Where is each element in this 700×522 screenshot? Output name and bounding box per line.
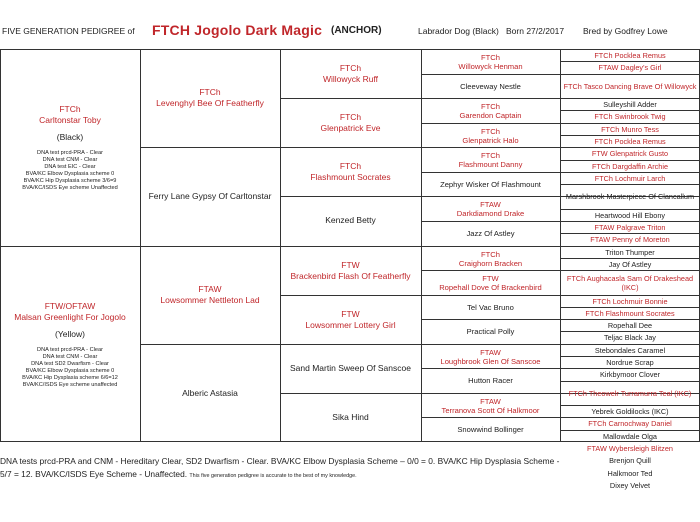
gen3-cell — [283, 246, 418, 295]
dam-title: FTW/OFTAW — [44, 300, 96, 311]
gen4-label: Cleeveway Nestle — [460, 82, 521, 91]
gen4-cell — [424, 393, 557, 418]
gen5-name: FTCh Tasco Dancing Brave Of Willowyck — [563, 82, 697, 91]
gen4-title: FTAW — [480, 199, 501, 209]
gen5-cell — [563, 233, 697, 245]
gen4-name — [459, 250, 522, 268]
gen3-title: FTW — [341, 259, 360, 270]
grandparent-cell — [143, 344, 277, 442]
grandparent-title: FTCh — [199, 87, 221, 97]
grandparent-cell — [143, 147, 277, 245]
dam-health-line: DNA test prcd-PRA - Clear — [37, 346, 103, 353]
gen5-name: Marshbrook Masterpiece Of Clancallum — [565, 192, 695, 201]
gen5-cell — [563, 246, 697, 258]
gen5-cell — [563, 160, 697, 172]
bred-by-label: Bred by Godfrey Lowe — [583, 26, 668, 36]
sire-health-line: BVA/KC Elbow Dysplasia scheme 0 — [25, 170, 115, 177]
gen4-title: FTAW — [480, 347, 501, 357]
gen4-name — [458, 53, 522, 71]
gen4-name — [459, 151, 523, 169]
sire-name — [39, 104, 101, 126]
grandparent-title: FTAW — [198, 284, 222, 294]
gen5-name: Ropehall Dee — [607, 320, 653, 330]
sire-label: Carltonstar Toby — [39, 114, 101, 125]
gen5-cell — [563, 61, 697, 73]
dam-health-line: DNA test CNM - Clear — [42, 353, 98, 360]
sire-health-line: DNA test prcd-PRA - Clear — [37, 149, 103, 156]
gen4-title: FTCh — [481, 150, 500, 160]
gen4-cell — [424, 319, 557, 344]
gen4-label: Loughbrook Glen Of Sanscoe — [440, 356, 541, 366]
gen4-label: Flashmount Danny — [458, 159, 523, 169]
gen5-name: Yebrek Goldilocks (IKC) — [591, 406, 669, 416]
gen4-label: Craighorn Bracken — [458, 258, 523, 268]
gen3-name — [325, 215, 376, 226]
gen3-cell — [283, 393, 418, 442]
gen5-name: FTCh Flashmount Socrates — [585, 308, 675, 318]
gen3-name — [321, 112, 381, 134]
gen5-cell — [563, 405, 697, 417]
grandparent-label: Ferry Lane Gypsy Of Carltonstar — [148, 190, 272, 201]
gen5-cell — [563, 356, 697, 368]
gen4-name — [440, 180, 541, 189]
gen4-name — [440, 348, 540, 366]
gen3-cell — [283, 196, 418, 245]
gen4-label: Zephyr Wisker Of Flashmount — [440, 180, 541, 189]
gen4-label: Jazz Of Astley — [466, 229, 515, 238]
gen4-cell — [424, 172, 557, 197]
gen4-label: Practical Polly — [466, 327, 515, 336]
gen5-name: FTCh Lochmuir Bonnie — [592, 296, 668, 306]
gen5-name: FTCh Munro Tess — [601, 124, 659, 134]
gen3-name — [290, 363, 411, 374]
gen4-cell — [424, 246, 557, 271]
gen5-name: Brenjon Quill — [609, 455, 651, 465]
gen4-label: Darkdiamond Drake — [456, 208, 525, 218]
gen4-cell — [424, 344, 557, 369]
gen5-cell — [563, 417, 697, 429]
gen5-name: Jay Of Astley — [608, 259, 652, 269]
gen4-cell — [424, 123, 557, 148]
gen5-cell — [563, 295, 697, 307]
header-prefix: FIVE GENERATION PEDIGREE of — [2, 26, 135, 36]
grandparent-label: Alberic Astasia — [182, 387, 238, 398]
gen5-name: FTW Glenpatrick Gusto — [591, 148, 669, 158]
gen5-cell — [563, 172, 697, 184]
dam-cell — [3, 248, 137, 441]
gen5-name: FTAW Palgrave Triton — [594, 222, 666, 232]
sire-color: (Black) — [56, 131, 84, 142]
health-footer — [0, 455, 700, 483]
gen4-cell — [424, 295, 557, 320]
gen3-cell — [283, 49, 418, 98]
gen5-cell — [563, 74, 697, 99]
accuracy-note: This five generation pedigree is accurate to the best of my knowledge. — [189, 473, 357, 479]
gen4-label: Garendon Captain — [459, 110, 522, 120]
dam-name — [14, 301, 126, 323]
gen4-title: FTCh — [481, 101, 500, 111]
gen4-cell — [424, 196, 557, 221]
grandparent-label: Levenghyl Bee Of Featherfly — [156, 98, 264, 108]
gen5-cell — [563, 344, 697, 356]
dam-health-line: BVA/KC Elbow Dysplasia scheme 0 — [25, 367, 115, 374]
gen3-name — [332, 412, 368, 423]
gen4-title: FTCh — [481, 52, 500, 62]
gen3-title: FTCh — [339, 160, 362, 171]
gen3-cell — [283, 344, 418, 393]
gen4-label: Hutton Racer — [468, 376, 513, 385]
dam-color: (Yellow) — [55, 328, 85, 339]
gen3-label: Glenpatrick Eve — [320, 122, 381, 133]
gen5-name: FTCh Swinbrook Twig — [594, 111, 666, 121]
gen5-name: Teljac Black Jay — [604, 332, 656, 342]
gen5-cell — [563, 442, 697, 454]
gen5-name: FTCh Carnochway Daniel — [588, 418, 672, 428]
gen3-label: Lowsommer Lottery Girl — [305, 319, 396, 330]
gen4-label: Glenpatrick Halo — [462, 135, 519, 145]
gen3-label: Sika Hind — [332, 412, 369, 422]
gen3-cell — [283, 295, 418, 344]
gen5-name: FTCh Dargdaffin Archie — [591, 161, 669, 171]
gen5-cell — [563, 307, 697, 319]
gen3-cell — [283, 147, 418, 196]
gen5-name: Mallowdale Olga — [603, 431, 657, 441]
sire-health-line: DNA test CNM - Clear — [42, 156, 98, 163]
sire-health-line: DNA test EIC - Clear — [44, 163, 96, 170]
dam-health-line: BVA/KC/ISDS Eye scheme unaffected — [22, 381, 118, 388]
grandparent-cell — [143, 49, 277, 147]
gen3-title: FTW — [341, 308, 360, 319]
gen4-label: Terranova Scott Of Halkmoor — [441, 405, 540, 415]
dam-health-line: DNA test SD2 Dwarfism - Clear — [31, 360, 109, 367]
gen4-cell — [424, 368, 557, 393]
gen4-cell — [424, 98, 557, 123]
gen5-cell — [563, 123, 697, 135]
footer-line-2-text: 5/7 = 12. BVA/KC/ISDS Eye Scheme - Unaffected. — [0, 469, 188, 479]
gen3-label: Sand Martin Sweep Of Sanscoe — [290, 363, 411, 373]
dam-label: Malsan Greenlight For Jogolo — [14, 311, 126, 322]
gen4-name — [439, 274, 542, 292]
grandparent-cell — [143, 246, 277, 344]
born-label: Born 27/2/2017 — [506, 26, 565, 36]
gen4-title: FTCh — [481, 249, 500, 259]
gen5-name: FTCh Pocklea Remus — [594, 50, 666, 60]
gen3-label: Willowyck Ruff — [322, 73, 379, 84]
gen5-cell — [563, 98, 697, 110]
gen4-cell — [424, 221, 557, 246]
gen5-name: Kirkbymoor Clover — [599, 369, 660, 379]
grandparent-label: Lowsommer Nettleton Lad — [160, 295, 260, 305]
gen5-name: FTAW Wybersleigh Blitzen — [587, 443, 673, 453]
gen4-cell — [424, 417, 557, 442]
gen3-label: Kenzed Betty — [325, 215, 376, 225]
grandparent-name — [156, 87, 264, 109]
gen4-label: Snowwind Bollinger — [457, 425, 524, 434]
footer-line-1: DNA tests prcd-PRA and CNM - Hereditary Clear, SD2 Dwarfism - Clear. BVA/KC Elbow Dysplasia Scheme – 0/0 = 0. BVA/KC Hip Dysplasia Scheme - — [0, 456, 560, 466]
gen5-cell — [563, 430, 697, 442]
gen4-label: Willowyck Henman — [458, 61, 523, 71]
gen4-cell — [424, 270, 557, 295]
grandparent-name — [160, 284, 259, 306]
gen4-label: Ropehall Dove Of Brackenbird — [439, 282, 542, 292]
gen3-label: Brackenbird Flash Of Featherfly — [290, 270, 411, 281]
gen4-name — [468, 376, 513, 385]
dog-name: FTCH Jogolo Dark Magic — [152, 22, 323, 38]
gen4-cell — [424, 74, 557, 99]
gen5-cell — [563, 270, 697, 295]
gen5-name: FTAW Dagley's Girl — [598, 62, 662, 72]
gen4-name — [457, 425, 523, 434]
footer-line-2 — [0, 468, 700, 483]
gen5-name: FTCh Theowelr Turramurra Teal (IKC) — [568, 389, 692, 398]
gen5-cell — [563, 381, 697, 406]
gen3-name — [323, 63, 378, 85]
gen4-name — [442, 397, 540, 415]
gen5-cell — [563, 221, 697, 233]
gen5-cell — [563, 319, 697, 331]
gen3-title: FTCh — [339, 62, 362, 73]
dam-health-line: BVA/KC Hip Dysplasia scheme 6/6=12 — [22, 374, 118, 381]
gen5-cell — [563, 368, 697, 380]
gen5-name: Triton Thumper — [605, 247, 655, 257]
sire-title: FTCh — [59, 103, 81, 114]
gen5-name: Halkmoor Ted — [607, 468, 653, 478]
gen4-name — [460, 82, 521, 91]
gen5-cell — [563, 49, 697, 61]
gen3-name — [291, 260, 411, 282]
sire-health-line: BVA/KC/ISDS Eye scheme Unaffected — [22, 184, 118, 191]
gen4-cell — [424, 147, 557, 172]
gen5-cell — [563, 147, 697, 159]
gen5-name: Dixey Velvet — [609, 480, 651, 490]
sire-cell — [3, 51, 137, 244]
gen3-label: Flashmount Socrates — [310, 171, 391, 182]
gen4-name — [457, 200, 525, 218]
gen5-name: FTCh Aughacasla Sam Of Drakeshead (IKC) — [566, 273, 694, 292]
gen5-cell — [563, 184, 697, 209]
grandparent-name — [149, 191, 272, 202]
breed-label: Labrador Dog (Black) — [418, 26, 499, 36]
gen5-name: Heartwood Hill Ebony — [594, 210, 666, 220]
gen4-cell — [424, 49, 557, 74]
gen5-name: FTAW Penny of Moreton — [590, 234, 670, 244]
grandparent-name — [182, 388, 238, 399]
gen4-name — [462, 127, 518, 145]
gen5-name: FTCh Pocklea Remus — [594, 136, 666, 146]
gen5-cell — [563, 209, 697, 221]
gen4-label: Tel Vac Bruno — [467, 303, 514, 312]
gen5-cell — [563, 331, 697, 343]
gen3-cell — [283, 98, 418, 147]
gen4-title: FTCh — [481, 126, 500, 136]
gen4-name — [467, 303, 514, 312]
gen5-name: Sulleyshill Adder — [603, 99, 657, 109]
gen5-name: FTCh Lochmuir Larch — [594, 173, 666, 183]
sire-health-line: BVA/KC Hip Dysplasia scheme 3/6=9 — [23, 177, 117, 184]
pedigree-header — [0, 20, 700, 42]
gen3-name — [310, 161, 390, 183]
gen5-cell — [563, 258, 697, 270]
gen3-title: FTCh — [339, 111, 362, 122]
gen4-title: FTW — [482, 273, 499, 283]
gen5-cell — [563, 135, 697, 147]
gen4-name — [467, 327, 515, 336]
anchor-label: (ANCHOR) — [331, 25, 382, 36]
gen4-name — [459, 102, 521, 120]
gen5-name: Stebondales Caramel — [594, 345, 666, 355]
gen5-cell — [563, 110, 697, 122]
gen4-title: FTAW — [480, 396, 501, 406]
gen4-name — [466, 229, 514, 238]
gen5-name: Nordrue Scrap — [606, 357, 654, 367]
gen3-name — [305, 309, 395, 331]
